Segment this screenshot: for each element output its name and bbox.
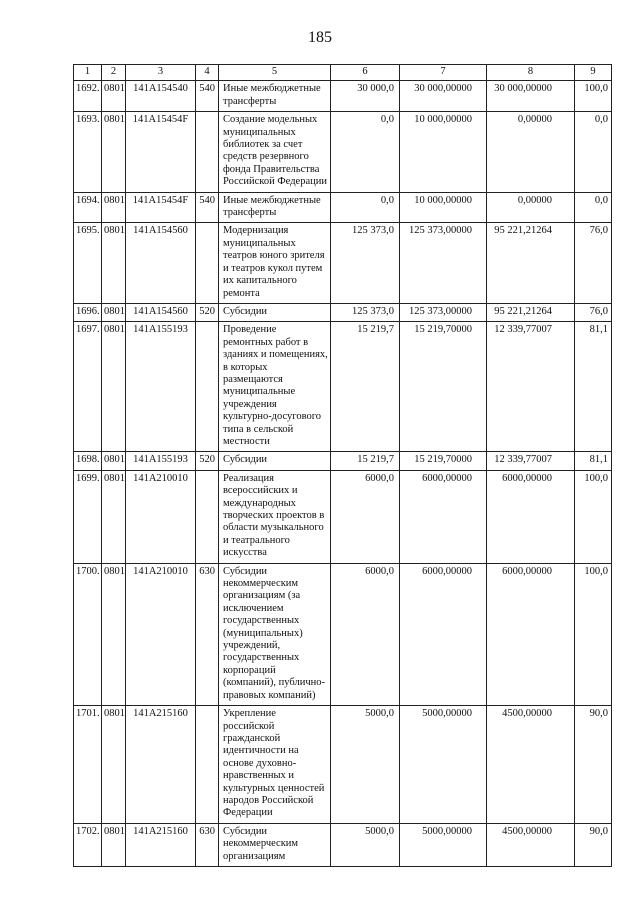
row-number-cell: 1699.	[74, 470, 102, 563]
amount-cell: 10 000,00000	[400, 112, 487, 192]
plan-cell: 5000,0	[331, 823, 400, 866]
percent-cell: 76,0	[575, 303, 612, 321]
expense-type-cell	[196, 322, 219, 452]
percent-cell: 90,0	[575, 823, 612, 866]
percent-cell: 81,1	[575, 322, 612, 452]
expense-type-cell: 520	[196, 452, 219, 470]
execution-cell: 4500,00000	[487, 706, 575, 824]
table-row	[74, 823, 612, 866]
header-cell: 3	[126, 65, 196, 81]
name-cell: Реализация всероссийских и международных творческих проектов в области музыкального и театрального искусства	[219, 470, 331, 563]
budget-table	[73, 64, 612, 867]
row-number-cell: 1698.	[74, 452, 102, 470]
plan-cell: 6000,0	[331, 470, 400, 563]
target-code-cell: 141А155193	[126, 452, 196, 470]
amount-cell: 15 219,70000	[400, 452, 487, 470]
plan-cell: 0,0	[331, 112, 400, 192]
name-cell: Проведение ремонтных работ в зданиях и помещениях, в которых размещаются муниципальные учреждения культурно-досугового типа в сельской местности	[219, 322, 331, 452]
expense-type-cell: 540	[196, 192, 219, 223]
target-code-cell: 141А15454F	[126, 192, 196, 223]
execution-cell: 95 221,21264	[487, 223, 575, 303]
row-number-cell: 1693.	[74, 112, 102, 192]
name-cell: Создание модельных муниципальных библиотек за счет средств резервного фонда Правительства Российской Федерации	[219, 112, 331, 192]
percent-cell: 90,0	[575, 706, 612, 824]
expense-type-cell: 540	[196, 81, 219, 112]
expense-type-cell	[196, 470, 219, 563]
execution-cell: 6000,00000	[487, 470, 575, 563]
amount-cell: 10 000,00000	[400, 192, 487, 223]
table-body	[74, 81, 612, 867]
name-cell: Иные межбюджетные трансферты	[219, 192, 331, 223]
section-cell: 0801	[102, 303, 126, 321]
percent-cell: 76,0	[575, 223, 612, 303]
table-row	[74, 452, 612, 470]
section-cell: 0801	[102, 470, 126, 563]
plan-cell: 15 219,7	[331, 452, 400, 470]
execution-cell: 4500,00000	[487, 823, 575, 866]
amount-cell: 125 373,00000	[400, 223, 487, 303]
target-code-cell: 141А215160	[126, 823, 196, 866]
percent-cell: 0,0	[575, 192, 612, 223]
percent-cell: 100,0	[575, 81, 612, 112]
section-cell: 0801	[102, 823, 126, 866]
section-cell: 0801	[102, 706, 126, 824]
execution-cell: 0,00000	[487, 192, 575, 223]
table-row	[74, 322, 612, 452]
amount-cell: 5000,00000	[400, 706, 487, 824]
plan-cell: 15 219,7	[331, 322, 400, 452]
execution-cell: 95 221,21264	[487, 303, 575, 321]
row-number-cell: 1692.	[74, 81, 102, 112]
expense-type-cell: 630	[196, 823, 219, 866]
table-row	[74, 470, 612, 563]
page-number: 185	[308, 29, 332, 46]
row-number-cell: 1700.	[74, 563, 102, 705]
plan-cell: 125 373,0	[331, 223, 400, 303]
row-number-cell: 1696.	[74, 303, 102, 321]
section-cell: 0801	[102, 112, 126, 192]
percent-cell: 100,0	[575, 563, 612, 705]
execution-cell: 0,00000	[487, 112, 575, 192]
target-code-cell: 141А155193	[126, 322, 196, 452]
table-row	[74, 112, 612, 192]
section-cell: 0801	[102, 81, 126, 112]
target-code-cell: 141А210010	[126, 563, 196, 705]
expense-type-cell	[196, 112, 219, 192]
header-cell: 6	[331, 65, 400, 81]
percent-cell: 0,0	[575, 112, 612, 192]
header-cell: 7	[400, 65, 487, 81]
header-cell: 8	[487, 65, 575, 81]
amount-cell: 125 373,00000	[400, 303, 487, 321]
name-cell: Субсидии	[219, 452, 331, 470]
plan-cell: 0,0	[331, 192, 400, 223]
expense-type-cell	[196, 223, 219, 303]
table-row	[74, 81, 612, 112]
execution-cell: 12 339,77007	[487, 452, 575, 470]
table-row	[74, 192, 612, 223]
header-cell: 4	[196, 65, 219, 81]
name-cell: Иные межбюджетные трансферты	[219, 81, 331, 112]
amount-cell: 15 219,70000	[400, 322, 487, 452]
header-cell: 9	[575, 65, 612, 81]
row-number-cell: 1697.	[74, 322, 102, 452]
target-code-cell: 141А15454F	[126, 112, 196, 192]
table-row	[74, 706, 612, 824]
execution-cell: 30 000,00000	[487, 81, 575, 112]
plan-cell: 6000,0	[331, 563, 400, 705]
percent-cell: 81,1	[575, 452, 612, 470]
target-code-cell: 141А210010	[126, 470, 196, 563]
section-cell: 0801	[102, 563, 126, 705]
header-row	[74, 65, 612, 81]
name-cell: Субсидии некоммерческим организациям (за исключением государственных (муниципальных) учреждений, государственных корпораций (компаний), публично-правовых компаний)	[219, 563, 331, 705]
target-code-cell: 141А215160	[126, 706, 196, 824]
name-cell: Субсидии некоммерческим организациям	[219, 823, 331, 866]
amount-cell: 6000,00000	[400, 563, 487, 705]
section-cell: 0801	[102, 322, 126, 452]
header-cell: 1	[74, 65, 102, 81]
table-row	[74, 563, 612, 705]
section-cell: 0801	[102, 223, 126, 303]
plan-cell: 5000,0	[331, 706, 400, 824]
expense-type-cell	[196, 706, 219, 824]
row-number-cell: 1695.	[74, 223, 102, 303]
amount-cell: 5000,00000	[400, 823, 487, 866]
plan-cell: 30 000,0	[331, 81, 400, 112]
name-cell: Субсидии	[219, 303, 331, 321]
percent-cell: 100,0	[575, 470, 612, 563]
table-row	[74, 223, 612, 303]
name-cell: Модернизация муниципальных театров юного зрителя и театров кукол путем их капитального ремонта	[219, 223, 331, 303]
target-code-cell: 141А154540	[126, 81, 196, 112]
expense-type-cell: 630	[196, 563, 219, 705]
header-cell: 5	[219, 65, 331, 81]
amount-cell: 6000,00000	[400, 470, 487, 563]
target-code-cell: 141А154560	[126, 303, 196, 321]
plan-cell: 125 373,0	[331, 303, 400, 321]
execution-cell: 6000,00000	[487, 563, 575, 705]
row-number-cell: 1702.	[74, 823, 102, 866]
name-cell: Укрепление российской гражданской идентичности на основе духовно-нравственных и культурных ценностей народов Российской Федерации	[219, 706, 331, 824]
row-number-cell: 1694.	[74, 192, 102, 223]
section-cell: 0801	[102, 192, 126, 223]
amount-cell: 30 000,00000	[400, 81, 487, 112]
execution-cell: 12 339,77007	[487, 322, 575, 452]
header-cell: 2	[102, 65, 126, 81]
section-cell: 0801	[102, 452, 126, 470]
expense-type-cell: 520	[196, 303, 219, 321]
table-row	[74, 303, 612, 321]
row-number-cell: 1701.	[74, 706, 102, 824]
target-code-cell: 141А154560	[126, 223, 196, 303]
